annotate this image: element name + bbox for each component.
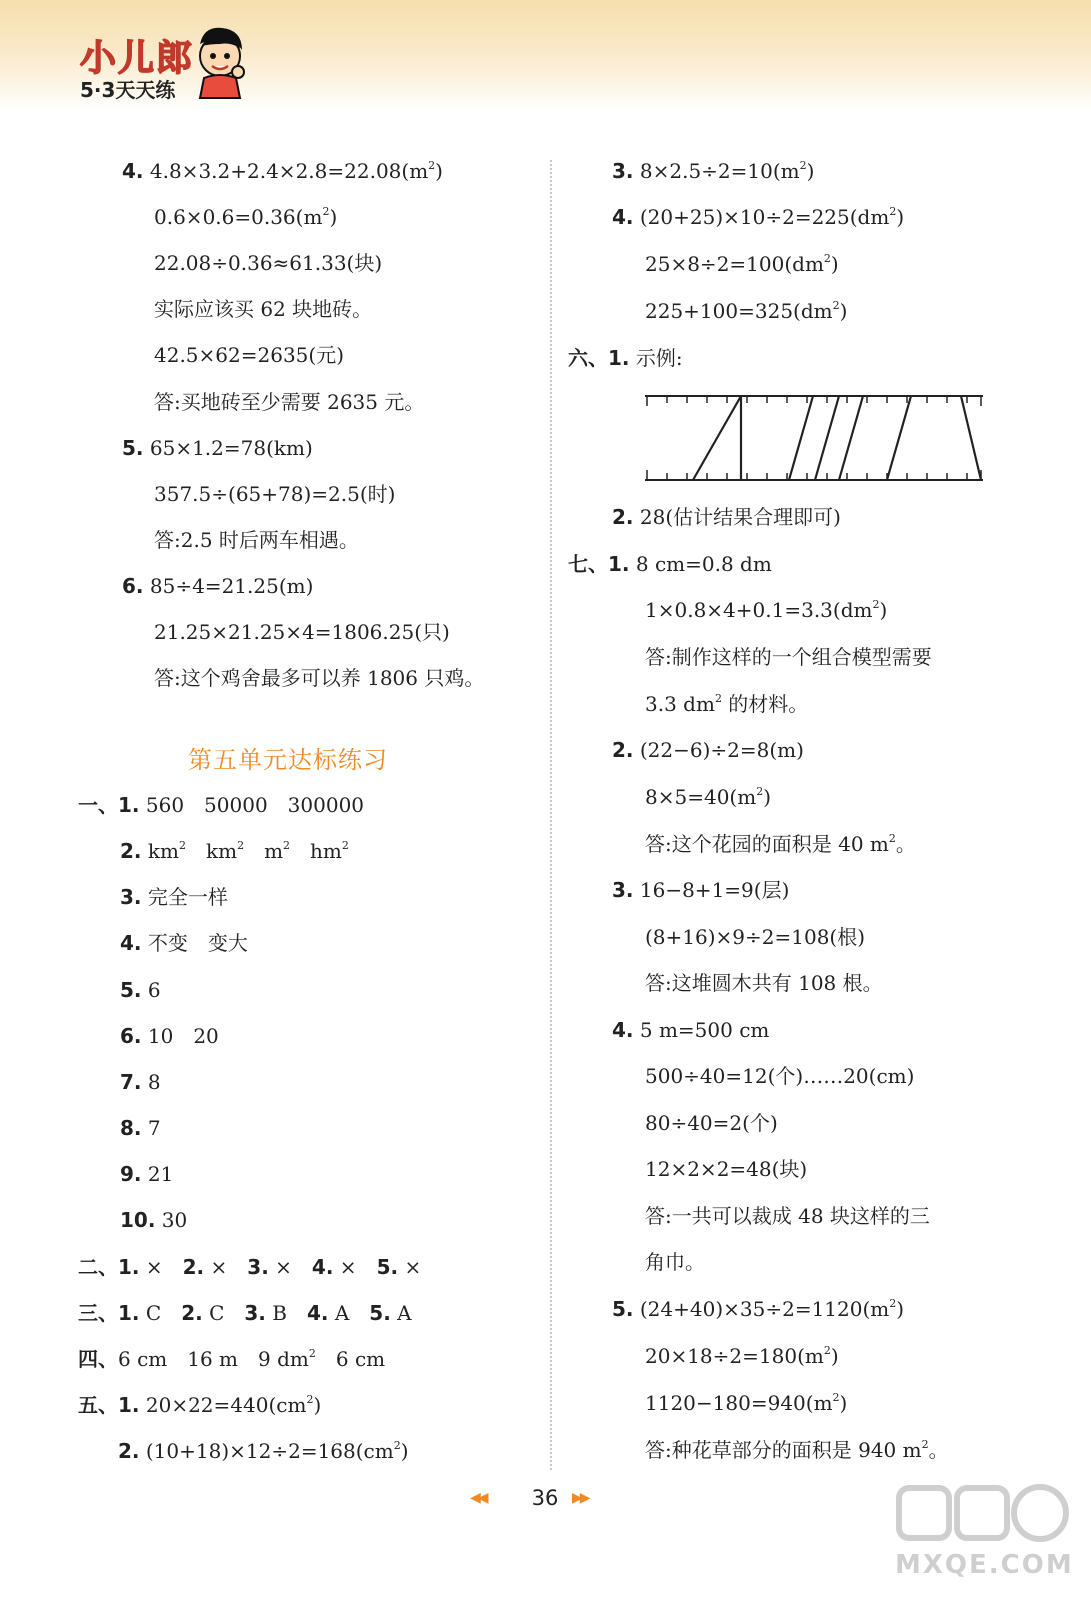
next-arrows-icon: ▶▶	[572, 1490, 588, 1506]
s1-item1: 一、1. 560 50000 300000	[78, 793, 365, 817]
s3-choice-row: 三、1. C 2. C 3. B 4. A 5. A	[78, 1301, 412, 1325]
s7-q2-answer: 答:这个花园的面积是 40 $m^2$。	[645, 832, 916, 856]
s1-item4: 4. 不变 变大	[120, 931, 248, 955]
s7-q3-line2: (8+16)×9÷2=108(根)	[645, 925, 866, 949]
s1-item5: 5. 6	[120, 978, 161, 1002]
watermark-logo-icon	[895, 1478, 1075, 1548]
section-title: 第五单元达标练习	[188, 746, 388, 774]
s7-q2-line2: $8\times 5=40(m^2)$	[645, 785, 771, 809]
left-q5-answer: 答:2.5 时后两车相遇。	[154, 528, 359, 552]
s7-q1-line3: 答:制作这样的一个组合模型需要	[645, 645, 932, 669]
watermark	[895, 1478, 1075, 1588]
right-q4-line3: $225+100=325(dm^2)$	[645, 299, 848, 323]
s1-item6: 6. 10 20	[120, 1024, 219, 1048]
s1-item8: 8. 7	[120, 1116, 161, 1140]
mascot-icon	[190, 22, 250, 100]
s7-q1-line2: $1\times 0.8\times 4+0.1=3.3(dm^2)$	[645, 598, 888, 622]
s7-q4-line2: 500÷40=12(个)……20(cm)	[645, 1064, 915, 1088]
left-q4-line2: $0.6\times 0.6=0.36(m^2)$	[154, 205, 338, 229]
s7-q4-line6: 角巾。	[645, 1250, 705, 1274]
s4-row: 四、6 cm 16 m 9 $dm^2$ 6 cm	[78, 1347, 386, 1371]
left-q6-line2: 21.25×21.25×4=1806.25(只)	[154, 620, 450, 644]
page-number: 36	[531, 1486, 559, 1510]
left-q5-line1: 5. 65×1.2=78(km)	[122, 436, 313, 460]
brand-title: 小儿郎	[80, 38, 195, 79]
s6-item2: 2. 28(估计结果合理即可)	[612, 505, 841, 529]
left-q5-line2: 357.5÷(65+78)=2.5(时)	[154, 482, 396, 506]
s7-q2-line1: 2. (22−6)÷2=8(m)	[612, 738, 804, 762]
s7-q5-line2: $20\times 18\div 2=180(m^2)$	[645, 1344, 839, 1368]
parallelogram-figure	[645, 392, 985, 486]
right-q3-line1: 3. $8\times 2.5\div 2=10(m^2)$	[612, 159, 815, 183]
s5-item2: 2. $(10+18)\times 12\div 2=168(cm^2)$	[118, 1439, 409, 1463]
s7-q4-line1: 4. 5 m=500 cm	[612, 1018, 770, 1042]
left-q4-line1: 4. $4.8\times 3.2+2.4\times 2.8=22.08(m^2)$	[122, 159, 443, 183]
s5-item1: 五、1. $20\times 22=440(cm^2)$	[78, 1393, 322, 1417]
s7-q5-answer: 答:种花草部分的面积是 940 $m^2$。	[645, 1438, 949, 1462]
brand-subtitle: 5·3天天练	[80, 78, 176, 102]
column-divider	[550, 160, 552, 1470]
s7-q4-line3: 80÷40=2(个)	[645, 1111, 778, 1135]
left-q4-line3: 22.08÷0.36≈61.33(块)	[154, 251, 383, 275]
left-q4-line4: 实际应该买 62 块地砖。	[154, 297, 373, 321]
right-q4-line2: $25\times 8\div 2=100(dm^2)$	[645, 252, 839, 276]
left-q6-answer: 答:这个鸡舍最多可以养 1806 只鸡。	[154, 666, 485, 690]
s7-q3-answer: 答:这堆圆木共有 108 根。	[645, 971, 883, 995]
s7-q1-line1: 七、1. 8 cm=0.8 dm	[568, 552, 772, 576]
s7-q5-line3: $1120-180=940(m^2)$	[645, 1391, 848, 1415]
left-q4-answer: 答:买地砖至少需要 2635 元。	[154, 390, 425, 414]
s1-item10: 10. 30	[120, 1208, 188, 1232]
s2-judgement-row: 二、1. × 2. × 3. × 4. × 5. ×	[78, 1255, 422, 1279]
s1-item2: 2. $km^2$ $km^2$ $m^2$ $hm^2$	[120, 839, 349, 863]
s7-q3-line1: 3. 16−8+1=9(层)	[612, 878, 790, 902]
watermark-text: MXQE.COM	[895, 1550, 1074, 1580]
s1-item7: 7. 8	[120, 1070, 161, 1094]
right-q4-line1: 4. $(20+25)\times 10\div 2=225(dm^2)$	[612, 205, 905, 229]
s7-q1-line4: 3.3 $dm^2$ 的材料。	[645, 692, 809, 716]
prev-arrows-icon: ◀◀	[470, 1490, 486, 1506]
s7-q4-line5: 答:一共可以裁成 48 块这样的三	[645, 1204, 930, 1228]
left-q4-line5: 42.5×62=2635(元)	[154, 343, 344, 367]
s1-item9: 9. 21	[120, 1162, 174, 1186]
s6-item1: 六、1. 示例:	[568, 346, 683, 370]
left-q6-line1: 6. 85÷4=21.25(m)	[122, 574, 314, 598]
s7-q4-line4: 12×2×2=48(块)	[645, 1157, 808, 1181]
s7-q5-line1: 5. $(24+40)\times 35\div 2=1120(m^2)$	[612, 1297, 905, 1321]
s1-item3: 3. 完全一样	[120, 885, 228, 909]
